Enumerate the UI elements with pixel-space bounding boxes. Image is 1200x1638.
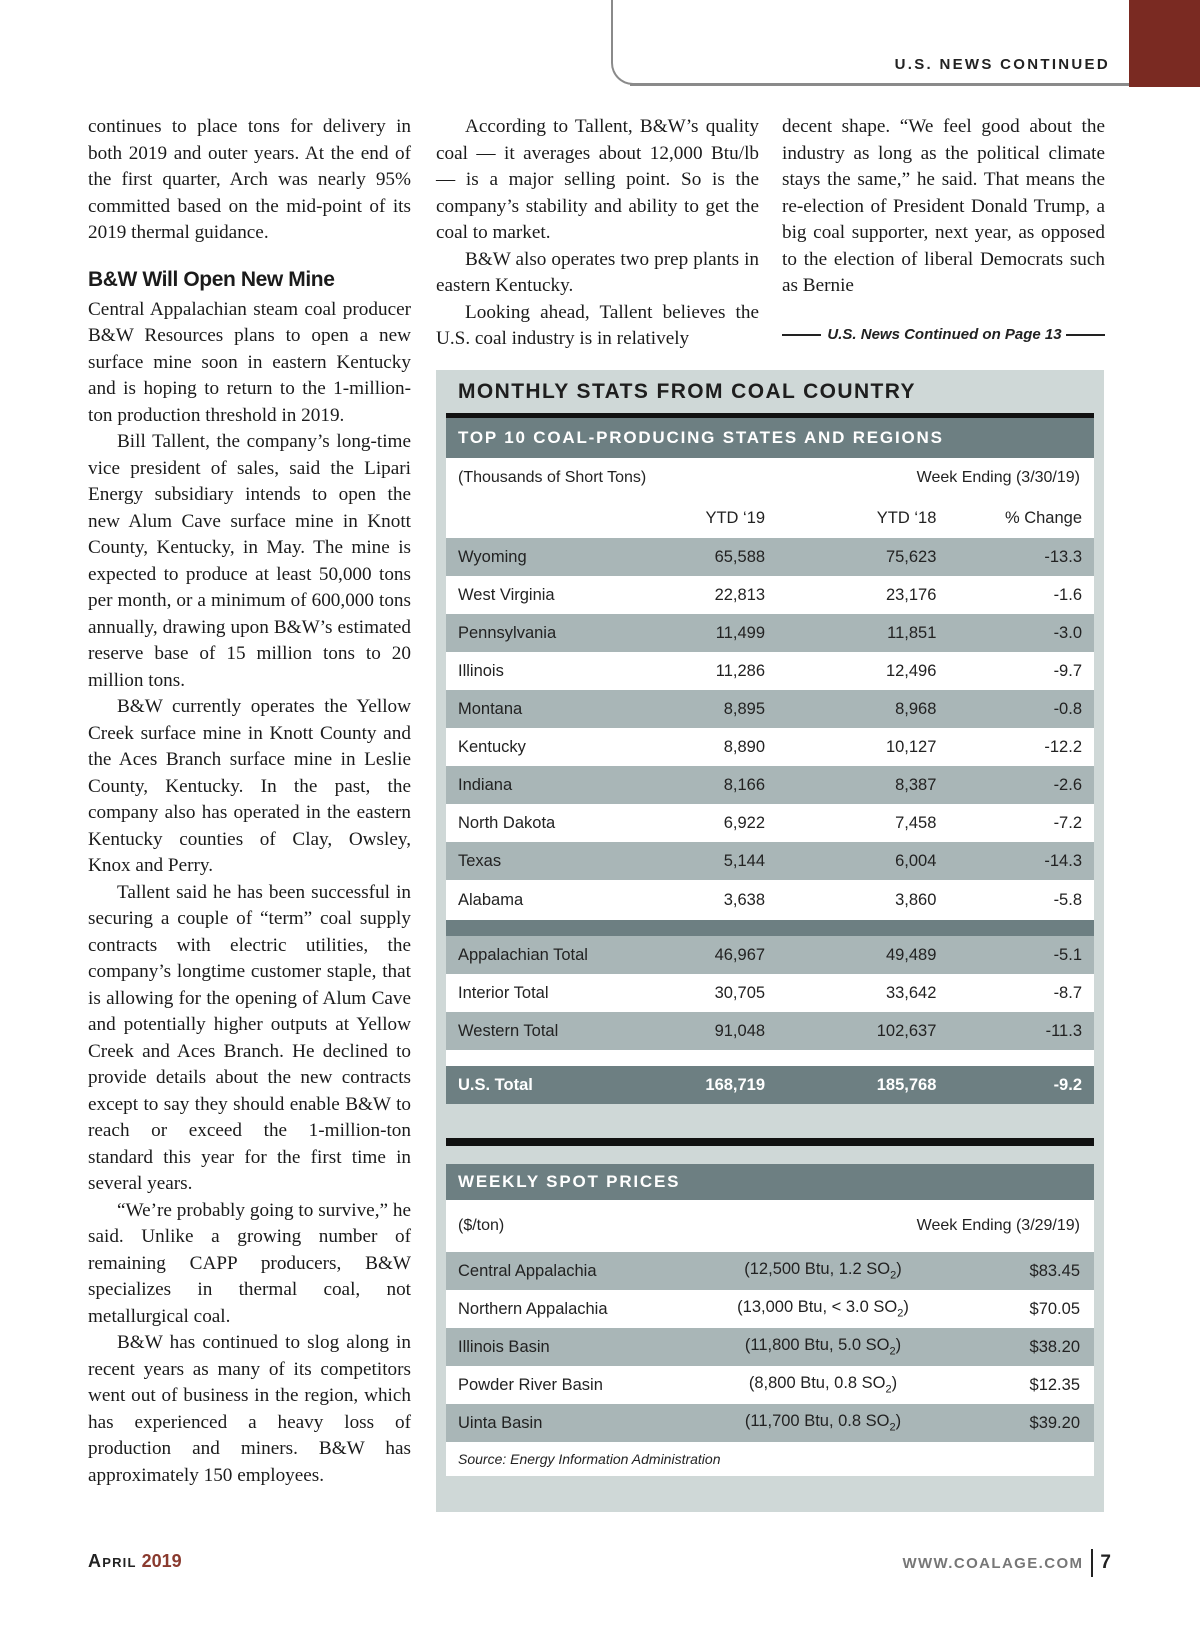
basin-name: Powder River Basin <box>458 1375 603 1394</box>
spot-row <box>446 1404 1094 1442</box>
production-table-heading: TOP 10 COAL-PRODUCING STATES AND REGIONS <box>446 418 1094 458</box>
state-row <box>446 652 1094 690</box>
spot-week: Week Ending (3/29/19) <box>916 1217 1080 1234</box>
production-header-row <box>446 498 1094 538</box>
state-change: -13.3 <box>1044 547 1082 566</box>
section-label: U.S. NEWS CONTINUED <box>894 56 1110 73</box>
spot-price: $38.20 <box>1029 1337 1080 1356</box>
article-paragraph: According to Tallent, B&W’s quality coal — it averages about 12,000 Btu/lb — is a major selling point. So is the company’s stability and ability to get the coal to market. <box>436 116 759 243</box>
spot-row <box>446 1328 1094 1366</box>
state-ytd18: 7,458 <box>895 813 937 832</box>
state-name: North Dakota <box>458 813 556 832</box>
source-note: Source: Energy Information Administration <box>458 1451 721 1467</box>
state-change: -14.3 <box>1044 851 1082 870</box>
us-total-ytd18: 185,768 <box>876 1075 937 1094</box>
footer-website-link[interactable]: WWW.COALAGE.COM <box>902 1554 1084 1572</box>
state-row <box>446 728 1094 766</box>
footer-issue-date <box>88 1551 182 1572</box>
region-change: -11.3 <box>1045 1021 1082 1040</box>
state-ytd19: 22,813 <box>714 585 766 604</box>
coal-spec <box>688 1336 958 1357</box>
state-ytd18: 6,004 <box>895 851 937 870</box>
region-change: -5.1 <box>1053 945 1082 964</box>
source-row <box>446 1442 1094 1476</box>
state-ytd19: 8,166 <box>723 775 766 794</box>
state-ytd18: 8,387 <box>895 775 937 794</box>
basin-name: Northern Appalachia <box>458 1299 608 1318</box>
region-change: -8.7 <box>1053 983 1082 1002</box>
state-ytd19: 8,895 <box>723 699 766 718</box>
state-ytd19: 8,890 <box>723 737 766 756</box>
state-ytd18: 75,623 <box>885 547 937 566</box>
column-header-ytd18: YTD ‘18 <box>876 508 937 527</box>
state-name: West Virginia <box>458 585 555 604</box>
region-ytd19: 46,967 <box>714 945 766 964</box>
spot-price: $70.05 <box>1029 1299 1080 1318</box>
coal-spec-text: (11,700 Btu, 0.8 SO <box>744 1412 890 1431</box>
footer-divider <box>1091 1549 1093 1577</box>
state-change: -0.8 <box>1053 699 1082 718</box>
region-ytd19: 91,048 <box>714 1021 766 1040</box>
basin-name: Illinois Basin <box>458 1337 550 1356</box>
state-name: Alabama <box>458 890 524 909</box>
state-row <box>446 842 1094 880</box>
article-paragraph: B&W also operates two prep plants in eastern Kentucky. <box>436 248 759 296</box>
state-ytd19: 5,144 <box>723 851 766 870</box>
article-paragraph: Central Appalachian steam coal producer B&W Resources plans to open a new surface mine soon in eastern Kentucky and is hoping to return to the 1-million-ton production threshold in 2019. <box>88 298 411 426</box>
spot-price: $39.20 <box>1029 1413 1080 1432</box>
region-ytd19: 30,705 <box>714 983 766 1002</box>
state-row <box>446 766 1094 804</box>
footer-right <box>902 1549 1111 1577</box>
state-row <box>446 690 1094 728</box>
coal-spec <box>688 1374 958 1395</box>
table-spacer <box>446 1050 1094 1066</box>
article-paragraph: Bill Tallent, the company’s long-time vice president of sales, said the Lipari Energy subsidiary intends to open the new Alum Cave surface mine in Knott County, Kentucky, in May. The mine is expected to produce at least 50,000 tons per month, or a minimum of 600,000 tons annually, drawing upon B&W’s estimated reserve base of 15 million tons to 20 million tons. <box>88 431 411 691</box>
coal-spec-close: ) <box>896 1260 902 1279</box>
state-change: -1.6 <box>1053 585 1082 604</box>
coal-spec <box>688 1260 958 1281</box>
spot-price-table <box>446 1164 1094 1476</box>
coal-spec-text: (13,000 Btu, < 3.0 SO <box>737 1298 898 1317</box>
production-table <box>446 418 1094 1104</box>
state-ytd18: 10,127 <box>885 737 937 756</box>
header-accent-block <box>1129 0 1200 87</box>
coal-spec-close: ) <box>895 1412 902 1431</box>
state-row <box>446 880 1094 920</box>
region-name: Appalachian Total <box>458 945 588 964</box>
state-ytd19: 65,588 <box>714 547 766 566</box>
article-paragraph: decent shape. “We feel good about the industry as long as the political climate stays the same,” he said. That means the re-election of President Donald Trump, a big coal supporter, next year, as opposed to the election of liberal Democrats such as Bernie <box>782 116 1105 296</box>
coal-spec-subscript: 2 <box>897 1307 904 1320</box>
state-name: Montana <box>458 699 523 718</box>
coal-spec-text: (12,500 Btu, 1.2 SO <box>744 1260 891 1279</box>
article-column-3 <box>782 114 1105 300</box>
state-change: -5.8 <box>1053 890 1082 909</box>
production-units: (Thousands of Short Tons) <box>458 469 647 486</box>
state-ytd18: 11,851 <box>887 623 937 642</box>
table-divider <box>446 920 1094 936</box>
state-change: -2.6 <box>1053 775 1082 794</box>
spot-caption-row <box>446 1200 1094 1252</box>
column-header-change: % Change <box>1004 508 1082 527</box>
coal-spec-text: (11,800 Btu, 5.0 SO <box>744 1336 890 1355</box>
jump-rule-right <box>1066 334 1105 336</box>
state-name: Kentucky <box>458 737 526 756</box>
state-row <box>446 614 1094 652</box>
stats-title: MONTHLY STATS FROM COAL COUNTRY <box>458 380 916 403</box>
production-week: Week Ending (3/30/19) <box>916 469 1080 486</box>
spot-row <box>446 1252 1094 1290</box>
state-ytd19: 3,638 <box>723 890 766 909</box>
state-ytd18: 23,176 <box>885 585 937 604</box>
region-rows <box>446 936 1094 1050</box>
state-ytd19: 6,922 <box>723 813 766 832</box>
state-ytd19: 11,499 <box>715 623 766 642</box>
article-subhead: B&W Will Open New Mine <box>88 267 335 291</box>
state-name: Pennsylvania <box>458 623 557 642</box>
article-paragraph: “We’re probably going to survive,” he said. Unlike a growing number of remaining CAPP producers, B&W specializes in thermal coal, not metallurgical coal. <box>88 1199 411 1327</box>
region-ytd18: 102,637 <box>876 1021 937 1040</box>
state-name: Texas <box>458 851 502 870</box>
state-change: -7.2 <box>1053 813 1082 832</box>
coal-spec-subscript: 2 <box>890 1269 897 1282</box>
coal-spec-subscript: 2 <box>889 1345 896 1358</box>
state-ytd18: 8,968 <box>895 699 937 718</box>
spot-units: ($/ton) <box>458 1217 505 1234</box>
spot-row <box>446 1366 1094 1404</box>
footer-month: April <box>88 1551 137 1571</box>
basin-name: Uinta Basin <box>458 1413 543 1432</box>
region-row <box>446 1012 1094 1050</box>
us-total-label: U.S. Total <box>458 1075 533 1094</box>
spot-rows <box>446 1252 1094 1442</box>
coal-spec-subscript: 2 <box>885 1383 892 1396</box>
coal-spec <box>688 1298 958 1319</box>
spot-price: $12.35 <box>1029 1375 1080 1394</box>
region-ytd18: 49,489 <box>885 945 937 964</box>
coal-spec-close: ) <box>891 1374 898 1393</box>
spot-row <box>446 1290 1094 1328</box>
state-change: -3.0 <box>1053 623 1082 642</box>
region-ytd18: 33,642 <box>885 983 937 1002</box>
state-name: Illinois <box>458 661 504 680</box>
region-row <box>446 974 1094 1012</box>
us-total-ytd19: 168,719 <box>705 1075 766 1094</box>
article-paragraph: B&W has continued to slog along in recent years as many of its competitors went out of business in the region, which has experienced a heavy loss of production and miners. B&W has approximately 150 employees. <box>88 1332 411 1486</box>
state-change: -9.7 <box>1053 661 1082 680</box>
coal-spec <box>688 1412 958 1433</box>
state-name: Indiana <box>458 775 513 794</box>
header-rule <box>630 84 1170 86</box>
production-caption-row <box>446 458 1094 498</box>
spot-price: $83.45 <box>1029 1261 1080 1280</box>
spot-table-heading: WEEKLY SPOT PRICES <box>446 1164 1094 1200</box>
state-ytd18: 12,496 <box>885 661 937 680</box>
us-total-change: -9.2 <box>1053 1075 1082 1094</box>
article-column-2 <box>436 114 759 353</box>
coal-spec-close: ) <box>903 1298 909 1317</box>
state-rows <box>446 538 1094 920</box>
coal-spec-subscript: 2 <box>889 1421 896 1434</box>
page-number: 7 <box>1100 1552 1111 1573</box>
continued-label: U.S. News Continued on Page 13 <box>827 326 1062 343</box>
region-name: Western Total <box>458 1021 559 1040</box>
basin-name: Central Appalachia <box>458 1261 597 1280</box>
state-row <box>446 576 1094 614</box>
continued-jump-link[interactable] <box>782 326 1105 343</box>
coal-spec-close: ) <box>895 1336 902 1355</box>
region-name: Interior Total <box>458 983 549 1002</box>
jump-rule-left <box>782 334 821 336</box>
state-name: Wyoming <box>458 547 527 566</box>
state-change: -12.2 <box>1044 737 1082 756</box>
state-row <box>446 538 1094 576</box>
column-header-ytd19: YTD ‘19 <box>705 508 766 527</box>
region-row <box>446 936 1094 974</box>
footer-year: 2019 <box>141 1551 182 1571</box>
coal-spec-text: (8,800 Btu, 0.8 SO <box>748 1374 886 1393</box>
us-total-row <box>446 1066 1094 1104</box>
article-paragraph: B&W currently operates the Yellow Creek surface mine in Knott County and the Aces Branch surface mine in Leslie County, Kentucky. In the past, the company also has operated in the eastern Kentucky counties of Clay, Owsley, Knox and Perry. <box>88 696 411 876</box>
section-rule <box>446 1138 1094 1146</box>
state-row <box>446 804 1094 842</box>
article-paragraph: Tallent said he has been successful in securing a couple of “term” coal supply contracts with electric utilities, the company’s longtime customer staple, that is allowing for the opening of Alum Cave and potentially higher outputs at Yellow Creek and Aces Branch. He declined to provide details about the new contracts except to say they should enable B&W to reach or exceed the 1-million-ton standard this year for the first time in several years. <box>88 881 411 1194</box>
state-ytd19: 11,286 <box>715 661 766 680</box>
article-column-1 <box>88 114 411 1489</box>
state-ytd18: 3,860 <box>895 890 937 909</box>
article-paragraph: Looking ahead, Tallent believes the U.S. coal industry is in relatively <box>436 301 759 349</box>
article-lead-paragraph: continues to place tons for delivery in both 2019 and outer years. At the end of the first quarter, Arch was nearly 95% committed based on the mid-point of its 2019 thermal guidance. <box>88 116 411 243</box>
